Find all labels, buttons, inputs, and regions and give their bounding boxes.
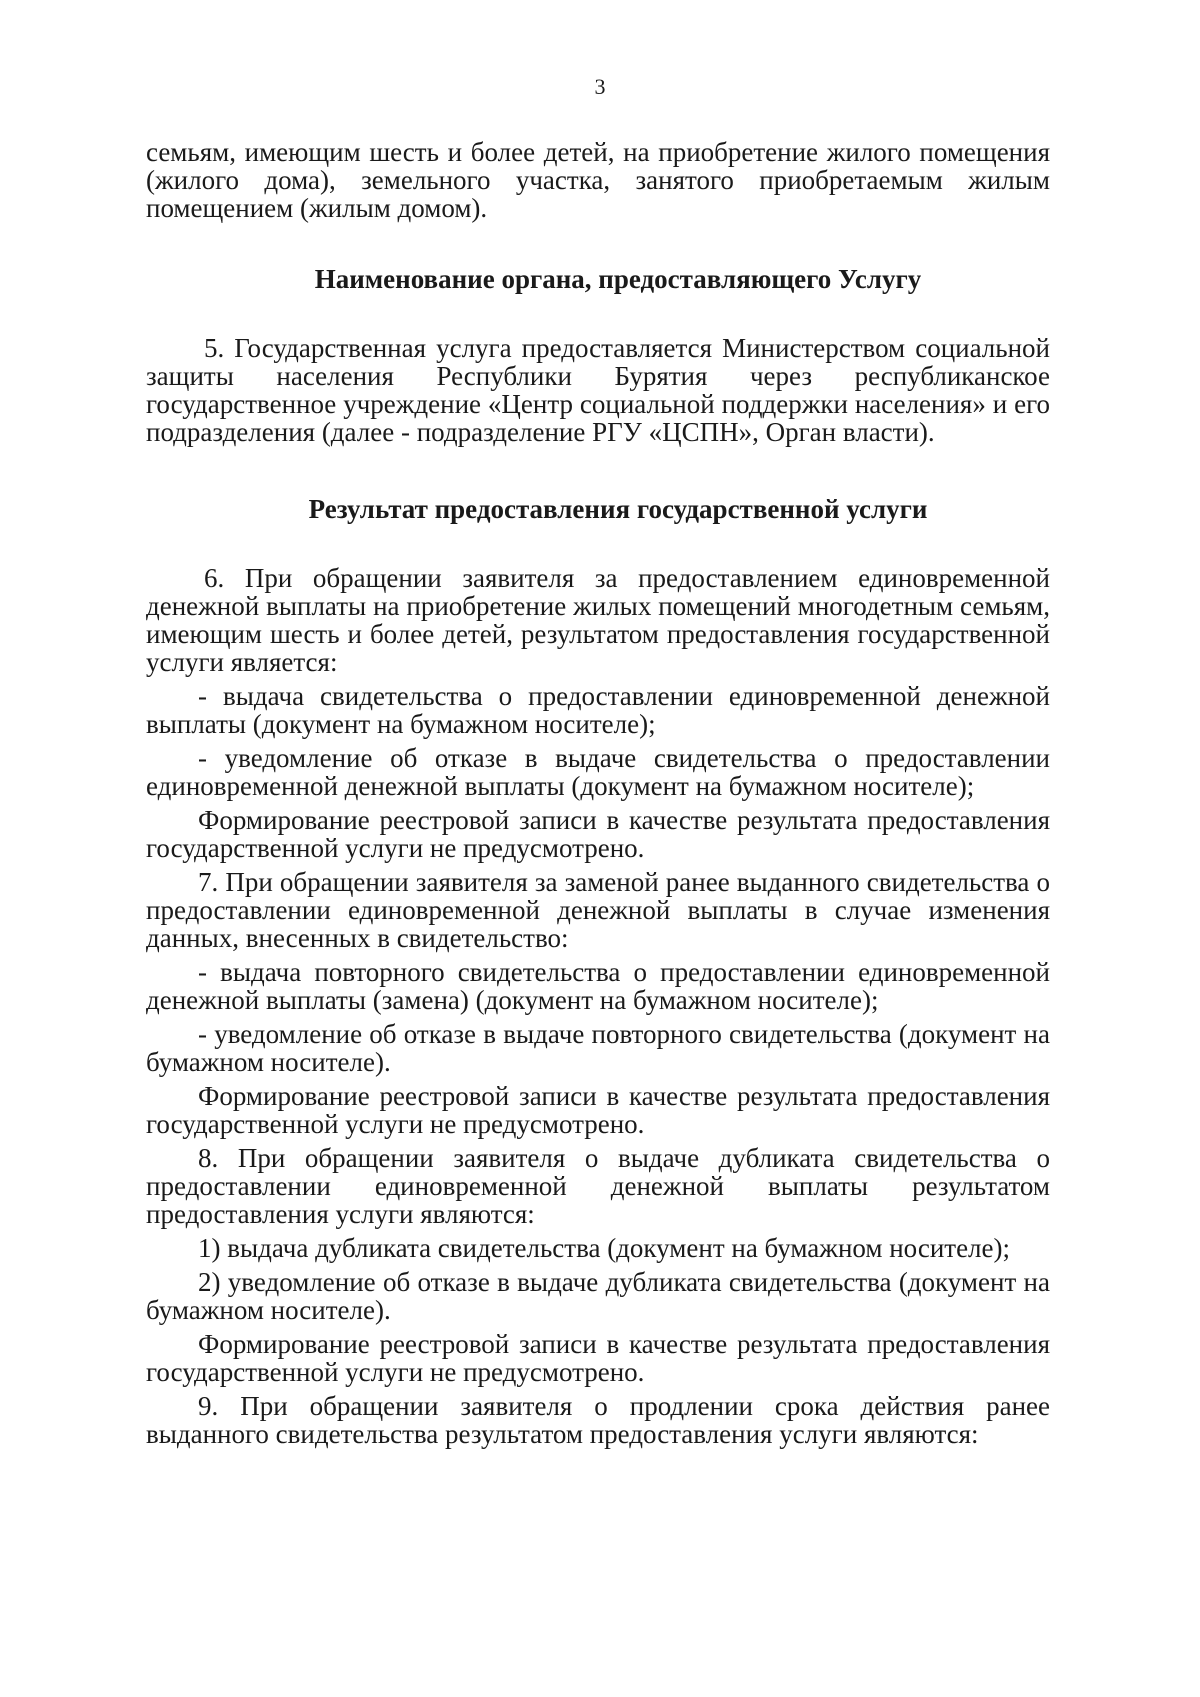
paragraph-8-note: Формирование реестровой записи в качестве результата предоставления государственной услуги не предусмотрено. — [146, 1329, 1050, 1387]
heading-result: Результат предоставления государственной услуги — [308, 494, 928, 524]
paragraph-6-item-2: - уведомление об отказе в выдаче свидетельства о предоставлении единовременной денежной выплаты (документ на бумажном носителе); — [146, 743, 1050, 801]
paragraph-6: 6. При обращении заявителя за предоставлением единовременной денежной выплаты на приобретение жилых помещений многодетным семьям, имеющим шесть и более детей, результатом предоставления государственной услуги является: — [146, 563, 1050, 677]
document-body — [146, 138, 1050, 1448]
paragraph-6-note: Формирование реестровой записи в качестве результата предоставления государственной услуги не предусмотрено. — [146, 805, 1050, 863]
paragraph-8-item-2: 2) уведомление об отказе в выдаче дубликата свидетельства (документ на бумажном носителе). — [146, 1267, 1050, 1325]
paragraph-6-item-1: - выдача свидетельства о предоставлении единовременной денежной выплаты (документ на бумажном носителе); — [146, 681, 1050, 739]
paragraph-5: 5. Государственная услуга предоставляется Министерством социальной защиты населения Республики Бурятия через республиканское государственное учреждение «Центр социальной поддержки населения» и его подразделения (далее - подразделение РГУ «ЦСПН», Орган власти). — [146, 333, 1050, 447]
page-number: 3 — [594, 74, 606, 99]
intro-paragraph: семьям, имеющим шесть и более детей, на приобретение жилого помещения (жилого дома), земельного участка, занятого приобретаемым жилым помещением (жилым домом). — [146, 137, 1050, 223]
paragraph-9: 9. При обращении заявителя о продлении срока действия ранее выданного свидетельства результатом предоставления услуги являются: — [146, 1391, 1050, 1449]
paragraph-7-note: Формирование реестровой записи в качестве результата предоставления государственной услуги не предусмотрено. — [146, 1081, 1050, 1139]
paragraph-7-item-1: - выдача повторного свидетельства о предоставлении единовременной денежной выплаты (замена) (документ на бумажном носителе); — [146, 957, 1050, 1015]
paragraph-7: 7. При обращении заявителя за заменой ранее выданного свидетельства о предоставлении единовременной денежной выплаты в случае изменения данных, внесенных в свидетельство: — [146, 867, 1050, 953]
paragraph-8: 8. При обращении заявителя о выдаче дубликата свидетельства о предоставлении единовременной денежной выплаты результатом предоставления услуги являются: — [146, 1143, 1050, 1229]
paragraph-8-item-1: 1) выдача дубликата свидетельства (документ на бумажном носителе); — [198, 1233, 1011, 1263]
heading-organ: Наименование органа, предоставляющего Услугу — [314, 264, 922, 294]
paragraph-7-item-2: - уведомление об отказе в выдаче повторного свидетельства (документ на бумажном носителе). — [146, 1019, 1050, 1077]
